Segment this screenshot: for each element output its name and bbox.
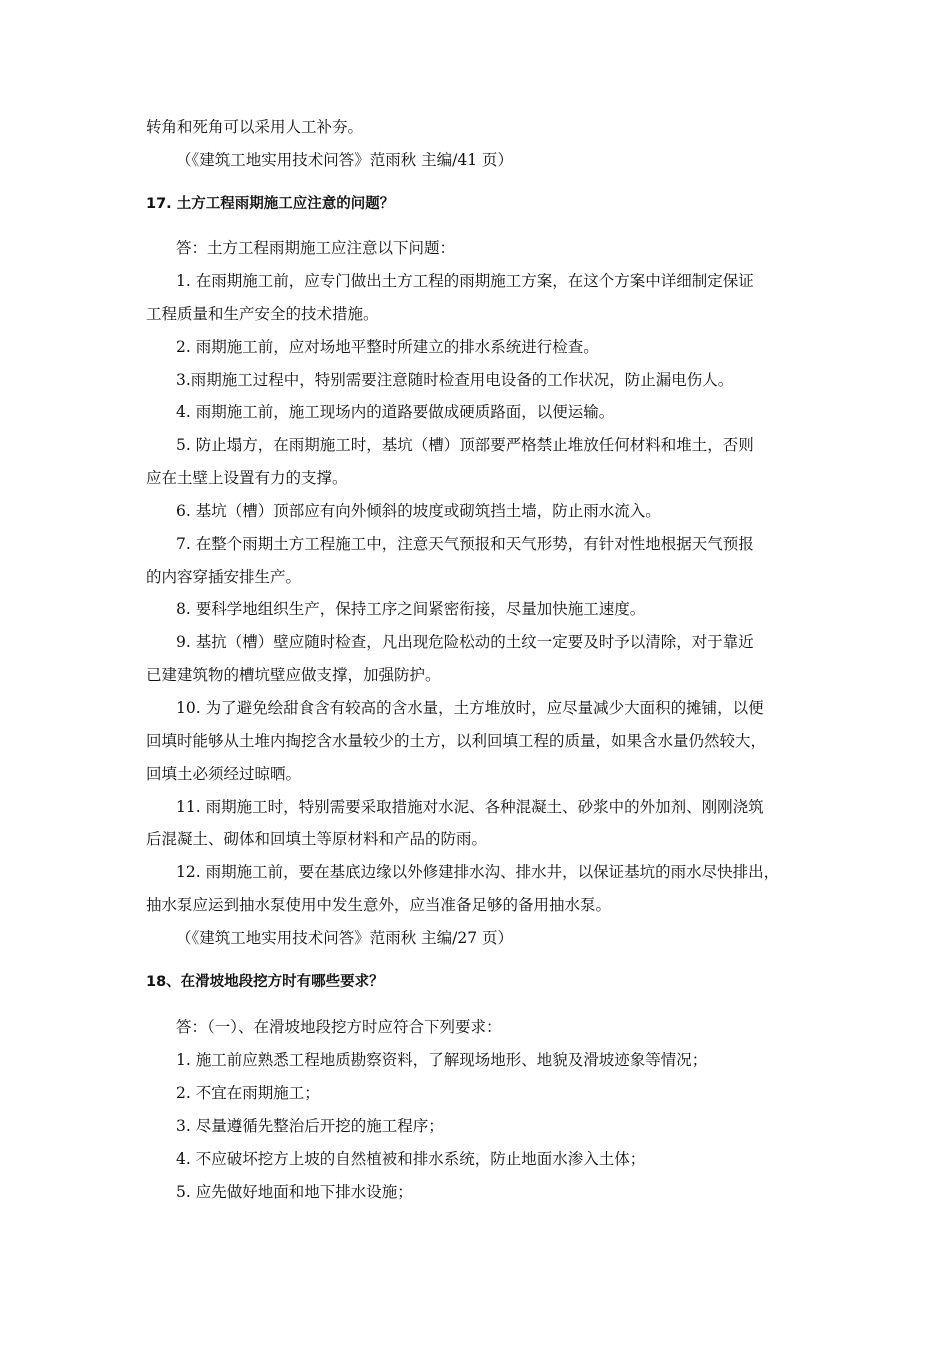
question-18-title: 18、在滑坡地段挖方时有哪些要求？	[146, 974, 384, 990]
reference-citation: （《建筑工地实用技术问答》范雨秋 主编/27 页）	[176, 929, 514, 947]
reference-citation: （《建筑工地实用技术问答》范雨秋 主编/41 页）	[176, 151, 514, 169]
list-item-7-cont: 的内容穿插安排生产。	[146, 568, 302, 586]
list-item-1: 1. 施工前应熟悉工程地质勘察资料，了解现场地形、地貌及滑坡迹象等情况；	[176, 1051, 708, 1069]
list-item-3: 3. 尽量遵循先整治后开挖的施工程序；	[176, 1117, 444, 1135]
list-item-9-cont: 已建建筑物的槽坑壁应做支撑，加强防护。	[146, 666, 441, 684]
answer-intro: 答：（一）、在滑坡地段挖方时应符合下列要求：	[176, 1018, 502, 1036]
list-item-9: 9. 基抗（槽）壁应随时检查，凡出现危险松动的土纹一定要及时予以清除，对于靠近	[176, 633, 754, 651]
list-item-11-cont: 后混凝土、砌体和回填土等原材料和产品的防雨。	[146, 830, 488, 848]
list-item-5-cont: 应在土壁上设置有力的支撑。	[146, 469, 348, 487]
list-item-10-cont: 回填土必须经过晾晒。	[146, 765, 302, 783]
list-item-2: 2. 雨期施工前，应对场地平整时所建立的排水系统进行检查。	[176, 338, 599, 356]
list-item-12-cont: 抽水泵应运到抽水泵使用中发生意外，应当准备足够的备用抽水泵。	[146, 896, 612, 914]
list-item-4: 4. 不应破坏挖方上坡的自然植被和排水系统，防止地面水渗入土体；	[176, 1150, 646, 1168]
answer-intro: 答：土方工程雨期施工应注意以下问题：	[176, 239, 456, 257]
list-item-5: 5. 应先做好地面和地下排水设施；	[176, 1183, 413, 1201]
list-item-2: 2. 不宜在雨期施工；	[176, 1084, 320, 1102]
list-item-10-cont: 回填时能够从土堆内掏挖含水量较少的土方，以利回填工程的质量，如果含水量仍然较大，	[146, 732, 767, 750]
list-item-7: 7. 在整个雨期土方工程施工中，注意天气预报和天气形势，有针对性地根据天气预报	[176, 535, 754, 553]
list-item-10: 10. 为了避免绘甜食含有较高的含水量，土方堆放时，应尽量减少大面积的摊铺，以便	[176, 699, 764, 717]
question-17-title: 17. 土方工程雨期施工应注意的问题？	[146, 196, 395, 212]
list-item-4: 4. 雨期施工前，施工现场内的道路要做成硬质路面，以便运输。	[176, 403, 615, 421]
list-item-3: 3.雨期施工过程中，特别需要注意随时检查用电设备的工作状况，防止漏电伤人。	[176, 371, 734, 389]
list-item-5: 5. 防止塌方，在雨期施工时，基坑（槽）顶部要严格禁止堆放任何材料和堆土，否则	[176, 436, 754, 454]
list-item-1: 1. 在雨期施工前，应专门做出土方工程的雨期施工方案，在这个方案中详细制定保证	[176, 272, 754, 290]
list-item-8: 8. 要科学地组织生产，保持工序之间紧密衔接，尽量加快施工速度。	[176, 600, 646, 618]
list-item-1-cont: 工程质量和生产安全的技术措施。	[146, 305, 379, 323]
list-item-6: 6. 基坑（槽）顶部应有向外倾斜的坡度或砌筑挡土墙，防止雨水流入。	[176, 502, 661, 520]
list-item-11: 11. 雨期施工时，特别需要采取措施对水泥、各种混凝土、砂浆中的外加剂、刚刚浇筑	[176, 798, 764, 816]
paragraph-continuation: 转角和死角可以采用人工补夯。	[146, 118, 364, 136]
list-item-12: 12. 雨期施工前，要在基底边缘以外修建排水沟、排水井，以保证基坑的雨水尽快排出，	[176, 863, 780, 881]
